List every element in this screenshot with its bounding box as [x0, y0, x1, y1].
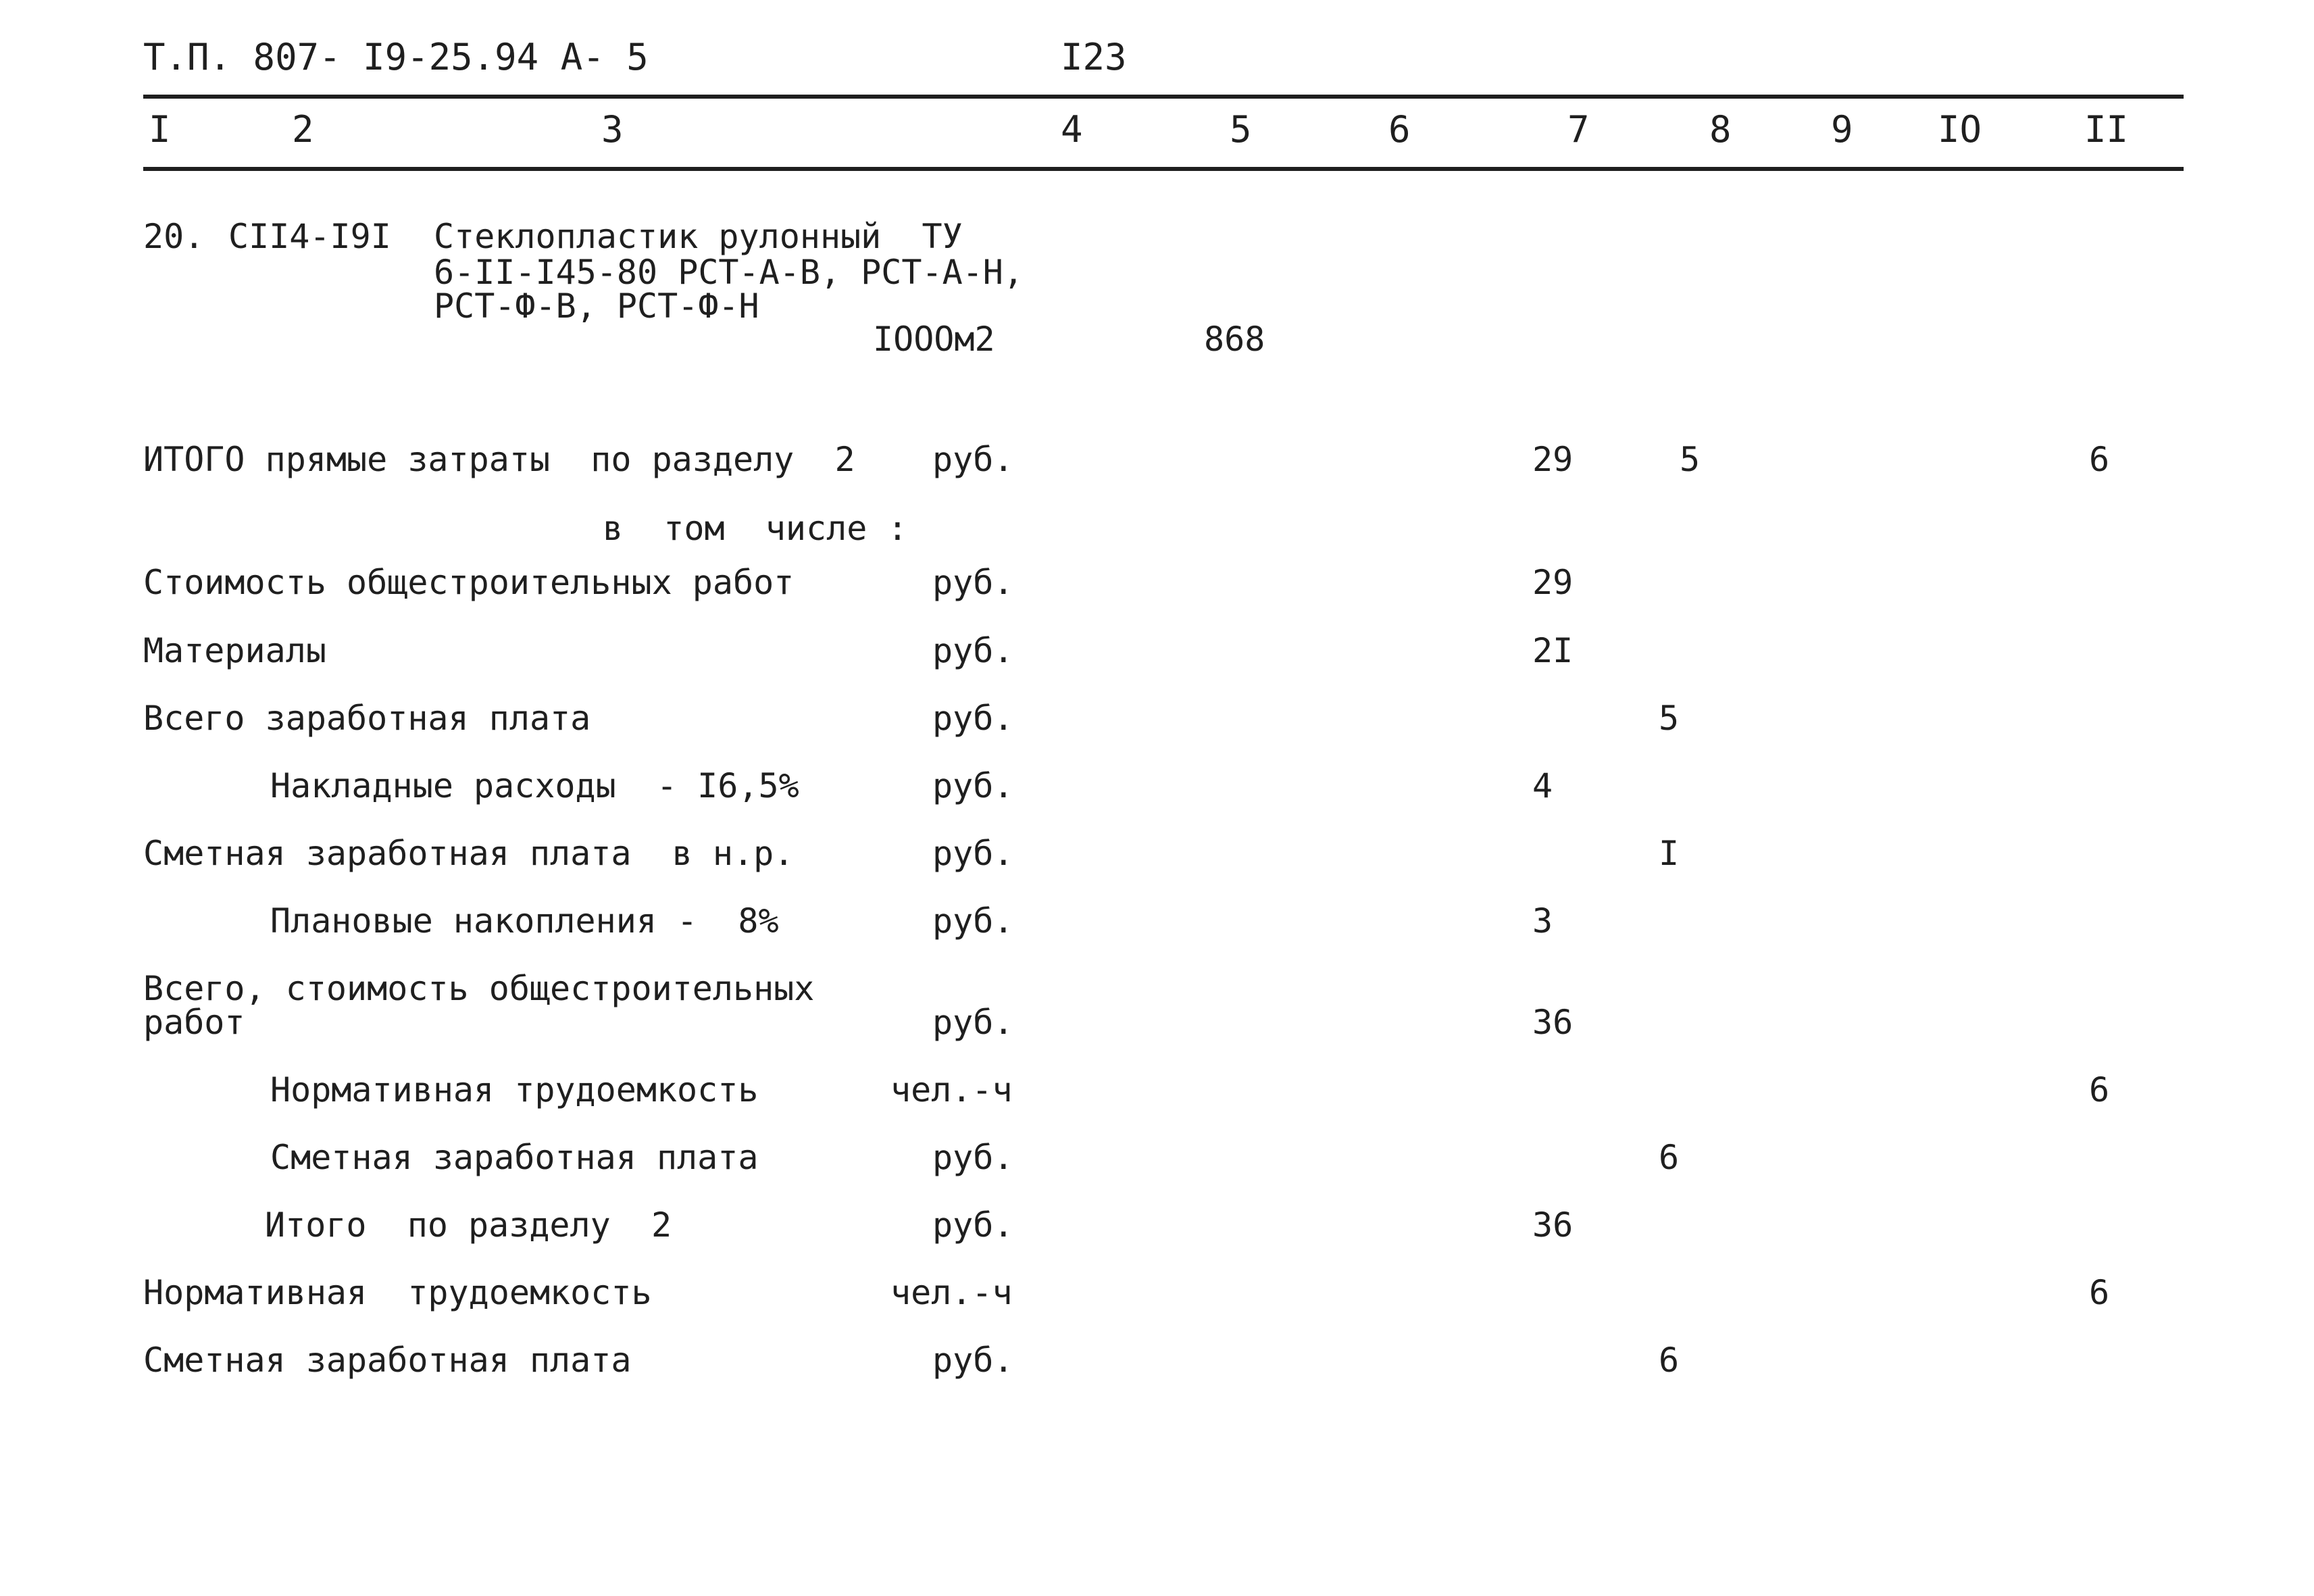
document-code: Т.П. 807- I9-25.94 А- 5 — [143, 36, 649, 78]
row-col7: 36 — [1532, 1205, 1574, 1245]
column-number-4: 4 — [1061, 108, 1083, 151]
column-number-6: 6 — [1388, 108, 1411, 151]
row-label-continuation: работ — [143, 1003, 245, 1042]
row-label: Сметная заработная плата в н.р. — [143, 834, 795, 873]
row-col8: 6 — [1659, 1341, 1680, 1380]
row-unit: руб. — [932, 631, 1014, 670]
row-label: Сметная заработная плата — [143, 1341, 632, 1380]
row-col11: 6 — [2089, 1070, 2110, 1109]
row-unit: руб. — [932, 440, 1014, 479]
row-unit: руб. — [932, 901, 1014, 941]
row-unit: руб. — [932, 1138, 1014, 1177]
row-label: Нормативная трудоемкость — [143, 1273, 652, 1312]
item-number: 20. — [143, 217, 205, 256]
row-unit: чел.-ч — [890, 1273, 1013, 1312]
column-number-2: 2 — [292, 108, 314, 151]
row-col7: 4 — [1532, 766, 1553, 805]
row-unit: руб. — [932, 1341, 1014, 1380]
column-number-11: II — [2084, 108, 2129, 151]
row-col7: 29 — [1532, 563, 1574, 602]
row-label: Плановые накопления - 8% — [270, 901, 779, 941]
row-unit: руб. — [932, 1003, 1014, 1042]
item-code: СII4-I9I — [228, 217, 391, 256]
row-label: Всего заработная плата — [143, 699, 591, 738]
row-col7: 36 — [1532, 1003, 1574, 1042]
item-description-line-2: 6-II-I45-80 РСТ-А-В, РСТ-А-Н, — [434, 253, 1024, 292]
column-number-3: 3 — [601, 108, 624, 151]
subheading-including: в том числе : — [603, 509, 908, 548]
column-number-7: 7 — [1567, 108, 1590, 151]
column-number-5: 5 — [1230, 108, 1252, 151]
column-number-10: IO — [1938, 108, 1982, 151]
row-label: ИТОГО прямые затраты по разделу 2 — [143, 440, 855, 479]
item-unit: IOOOм2 — [873, 320, 995, 359]
row-col8: 5 — [1659, 699, 1680, 738]
row-unit: руб. — [932, 699, 1014, 738]
column-number-8: 8 — [1709, 108, 1732, 151]
row-unit: чел.-ч — [890, 1070, 1013, 1109]
header-rule-bottom — [143, 167, 2184, 171]
column-number-9: 9 — [1831, 108, 1853, 151]
column-number-1: I — [149, 108, 171, 151]
row-label: Всего, стоимость общестроительных — [143, 969, 815, 1008]
row-unit: руб. — [932, 1205, 1014, 1245]
row-col7: 2I — [1532, 631, 1574, 670]
row-label: Накладные расходы - I6,5% — [270, 766, 799, 805]
row-label: Нормативная трудоемкость — [270, 1070, 759, 1109]
row-unit: руб. — [932, 766, 1014, 805]
header-rule-top — [143, 95, 2184, 99]
row-unit: руб. — [932, 563, 1014, 602]
row-unit: руб. — [932, 834, 1014, 873]
item-quantity: 868 — [1204, 320, 1265, 359]
row-col7: 3 — [1532, 901, 1553, 941]
row-col8: 6 — [1659, 1138, 1680, 1177]
row-col11: 6 — [2089, 440, 2110, 479]
row-col8: I — [1659, 834, 1680, 873]
row-col7: 29 — [1532, 440, 1574, 479]
row-label: Итого по разделу 2 — [265, 1205, 672, 1245]
row-col11: 6 — [2089, 1273, 2110, 1312]
row-label: Сметная заработная плата — [270, 1138, 759, 1177]
row-label: Стоимость общестроительных работ — [143, 563, 795, 602]
page-number: I23 — [1061, 36, 1127, 78]
row-label: Материалы — [143, 631, 326, 670]
item-description-line-1: Стеклопластик рулонный ТУ — [434, 217, 963, 256]
item-description-line-3: РСТ-Ф-В, РСТ-Ф-Н — [434, 286, 759, 326]
row-col8: 5 — [1680, 440, 1701, 479]
